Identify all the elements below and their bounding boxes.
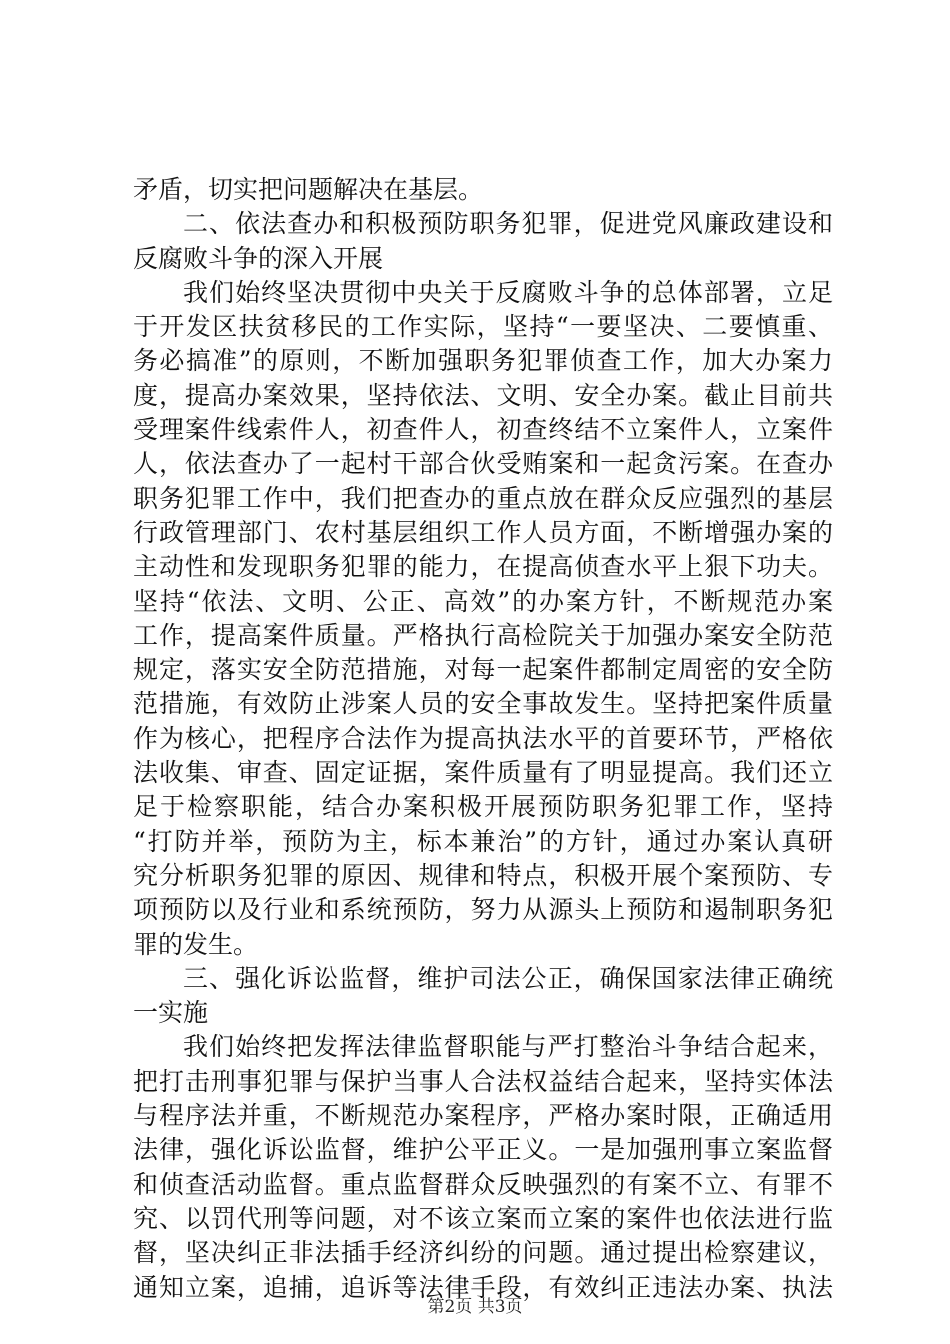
text-line: 与程序法并重，不断规范办案程序，严格办案时限，正确适用 (133, 1101, 833, 1131)
text-line: 职务犯罪工作中，我们把查办的重点放在群众反应强烈的基层 (133, 483, 833, 513)
text-line: 和侦查活动监督。重点监督群众反映强烈的有案不立、有罪不 (133, 1169, 833, 1199)
text-line: 我们始终把发挥法律监督职能与严打整治斗争结合起来， (183, 1032, 833, 1062)
text-line: 作为核心，把程序合法作为提高执法水平的首要环节，严格依 (133, 723, 833, 753)
text-line: 究、以罚代刑等问题，对不该立案而立案的案件也依法进行监 (133, 1203, 833, 1233)
text-line: 主动性和发现职务犯罪的能力，在提高侦查水平上狠下功夫。 (133, 552, 833, 582)
text-line: 反腐败斗争的深入开展 (133, 243, 384, 273)
text-line: 我们始终坚决贯彻中央关于反腐败斗争的总体部署，立足 (183, 277, 833, 307)
text-line: 罪的发生。 (133, 929, 259, 959)
text-line: 范措施，有效防止涉案人员的安全事故发生。坚持把案件质量 (133, 689, 833, 719)
text-line: 规定，落实安全防范措施，对每一起案件都制定周密的安全防 (133, 655, 833, 685)
text-line: 于开发区扶贫移民的工作实际，坚持“一要坚决、二要慎重、 (133, 312, 833, 342)
text-line: 通知立案，追捕，追诉等法律手段，有效纠正违法办案、执法 (133, 1272, 833, 1302)
text-line: 法律，强化诉讼监督，维护公平正义。一是加强刑事立案监督 (133, 1135, 833, 1165)
document-body (133, 173, 833, 1305)
page-footer: 第2页 共3页 (427, 1297, 523, 1317)
text-line: 务必搞准”的原则，不断加强职务犯罪侦查工作，加大办案力 (133, 346, 833, 376)
text-line: 足于检察职能，结合办案积极开展预防职务犯罪工作，坚持 (133, 792, 833, 822)
text-line: 一实施 (133, 998, 209, 1028)
text-line: 行政管理部门、农村基层组织工作人员方面，不断增强办案的 (133, 517, 833, 547)
text-line: 矛盾，切实把问题解决在基层。 (133, 175, 484, 204)
text-line: 督，坚决纠正非法插手经济纠纷的问题。通过提出检察建议， (133, 1238, 833, 1268)
text-line: “打防并举，预防为主，标本兼治”的方针，通过办案认真研 (133, 826, 833, 856)
text-line: 二、依法查办和积极预防职务犯罪，促进党风廉政建设和 (183, 209, 833, 239)
text-line: 三、强化诉讼监督，维护司法公正，确保国家法律正确统 (183, 963, 833, 993)
text-line: 把打击刑事犯罪与保护当事人合法权益结合起来，坚持实体法 (133, 1066, 833, 1096)
text-line: 究分析职务犯罪的原因、规律和特点，积极开展个案预防、专 (133, 860, 833, 890)
text-line: 坚持“依法、文明、公正、高效”的办案方针，不断规范办案 (133, 586, 833, 616)
text-line: 度，提高办案效果，坚持依法、文明、安全办案。截止目前共 (133, 380, 833, 410)
text-line: 工作，提高案件质量。严格执行高检院关于加强办案安全防范 (133, 620, 833, 650)
text-line: 人，依法查办了一起村干部合伙受贿案和一起贪污案。在查办 (133, 449, 833, 479)
text-line: 法收集、审查、固定证据，案件质量有了明显提高。我们还立 (133, 758, 833, 788)
text-line: 受理案件线索件人，初查件人，初查终结不立案件人，立案件 (133, 415, 833, 445)
text-line: 项预防以及行业和系统预防，努力从源头上预防和遏制职务犯 (133, 895, 833, 925)
